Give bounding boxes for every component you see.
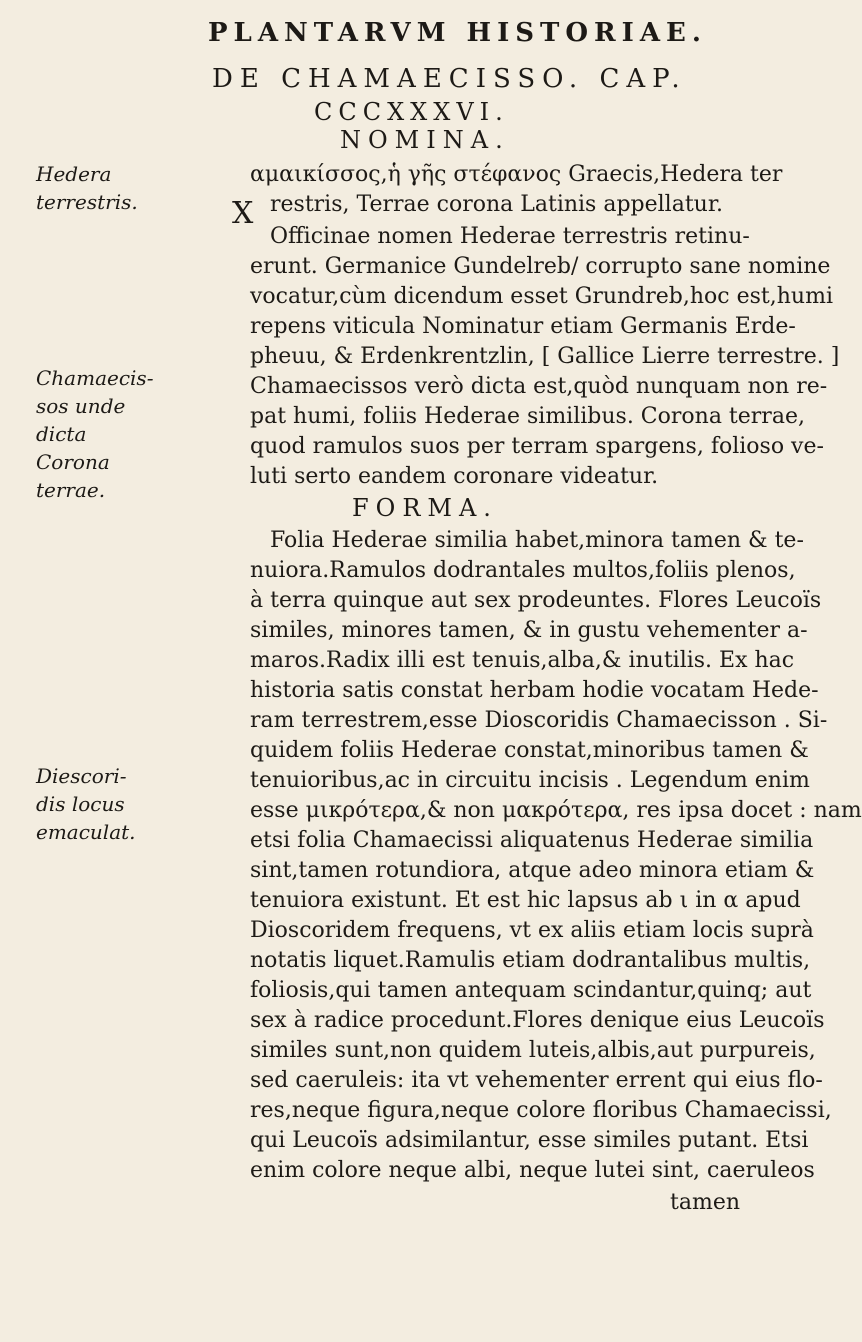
text-line: quidem foliis Hederae constat,minoribus tamen & (250, 738, 809, 763)
margin-note-line: sos unde (36, 394, 126, 418)
text-line: res,neque figura,neque colore floribus Chamaecissi, (250, 1098, 832, 1123)
text-line: pat humi, foliis Hederae similibus. Corona terrae, (250, 404, 805, 429)
margin-note-line: emaculat. (36, 820, 136, 844)
text-line: similes sunt,non quidem luteis,albis,aut purpureis, (250, 1038, 816, 1063)
text-line: historia satis constat herbam hodie vocatam Hede- (250, 678, 819, 703)
section-heading-forma: FORMA. (352, 494, 498, 522)
text-line: repens viticula Nominatur etiam Germanis Erde- (250, 314, 796, 339)
text-line: qui Leucoïs adsimilantur, esse similes putant. Etsi (250, 1128, 809, 1153)
margin-note-line: Corona (36, 450, 110, 474)
text-line: etsi folia Chamaecissi aliquatenus Hederae similia (250, 828, 814, 853)
text-line: maros.Radix illi est tenuis,alba,& inutilis. Ex hac (250, 648, 795, 673)
text-line: similes, minores tamen, & in gustu vehementer a- (250, 618, 808, 643)
chapter-title: DE CHAMAECISSO. CAP. (212, 64, 687, 94)
text-line: tenuiora existunt. Et est hic lapsus ab ι in α apud (250, 888, 801, 913)
text-line: enim colore neque albi, neque lutei sint, caeruleos (250, 1158, 815, 1183)
text-line: à terra quinque aut sex prodeuntes. Flores Leucoïs (250, 588, 822, 613)
text-line: nuiora.Ramulos dodrantales multos,foliis plenos, (250, 558, 796, 583)
text-line: erunt. Germanice Gundelreb/ corrupto sane nomine (250, 254, 831, 279)
initial-letter: X (232, 196, 254, 231)
margin-note-line: dis locus (36, 792, 125, 816)
margin-note-chamaecissos (36, 364, 196, 504)
text-line: tenuioribus,ac in circuitu incisis . Legendum enim (250, 768, 810, 793)
text-line: sint,tamen rotundiora, atque adeo minora etiam & (250, 858, 815, 883)
text-line: notatis liquet.Ramulis etiam dodrantalibus multis, (250, 948, 811, 973)
section-heading-nomina: NOMINA. (340, 126, 510, 154)
text-line: Folia Hederae similia habet,minora tamen & te- (270, 528, 804, 553)
margin-note-line: terrae. (36, 478, 106, 502)
text-line: quod ramulos suos per terram spargens, folioso ve- (250, 434, 824, 459)
text-line: foliosis,qui tamen antequam scindantur,quinq; aut (250, 978, 812, 1003)
text-line: sed caeruleis: ita vt vehementer errent qui eius flo- (250, 1068, 823, 1093)
text-line: luti serto eandem coronare videatur. (250, 464, 659, 489)
catchword: tamen (670, 1190, 741, 1215)
margin-note-line: Diescori- (36, 764, 127, 788)
margin-note-dioscoridis (36, 762, 196, 846)
text-line: αμαικίσσος,ἡ γῆς στέφανος Graecis,Hedera ter (250, 162, 783, 187)
running-head: PLANTARVM HISTORIAE. (208, 18, 707, 48)
margin-note-hedera (36, 160, 196, 216)
text-line: restris, Terrae corona Latinis appellatur. (270, 192, 723, 217)
text-line: sex à radice procedunt.Flores denique eius Leucoïs (250, 1008, 825, 1033)
text-line: vocatur,cùm dicendum esset Grundreb,hoc est,humi (250, 284, 833, 309)
margin-note-line: Hedera (36, 162, 112, 186)
margin-note-line: Chamaecis- (36, 366, 154, 390)
text-line: Dioscoridem frequens, vt ex aliis etiam locis suprà (250, 918, 814, 943)
text-line: esse μικρότερα,& non μακρότερα, res ipsa docet : nam (250, 798, 862, 823)
margin-note-line: terrestris. (36, 190, 138, 214)
chapter-number: CCCXXXVI. (314, 98, 509, 126)
text-line: pheuu, & Erdenkrentzlin, [ Gallice Lierre terrestre. ] (250, 344, 840, 369)
text-line: Officinae nomen Hederae terrestris retinu- (270, 224, 750, 249)
margin-note-line: dicta (36, 422, 87, 446)
text-line: Chamaecissos verò dicta est,quòd nunquam non re- (250, 374, 828, 399)
text-line: ram terrestrem,esse Dioscoridis Chamaecisson . Si- (250, 708, 828, 733)
